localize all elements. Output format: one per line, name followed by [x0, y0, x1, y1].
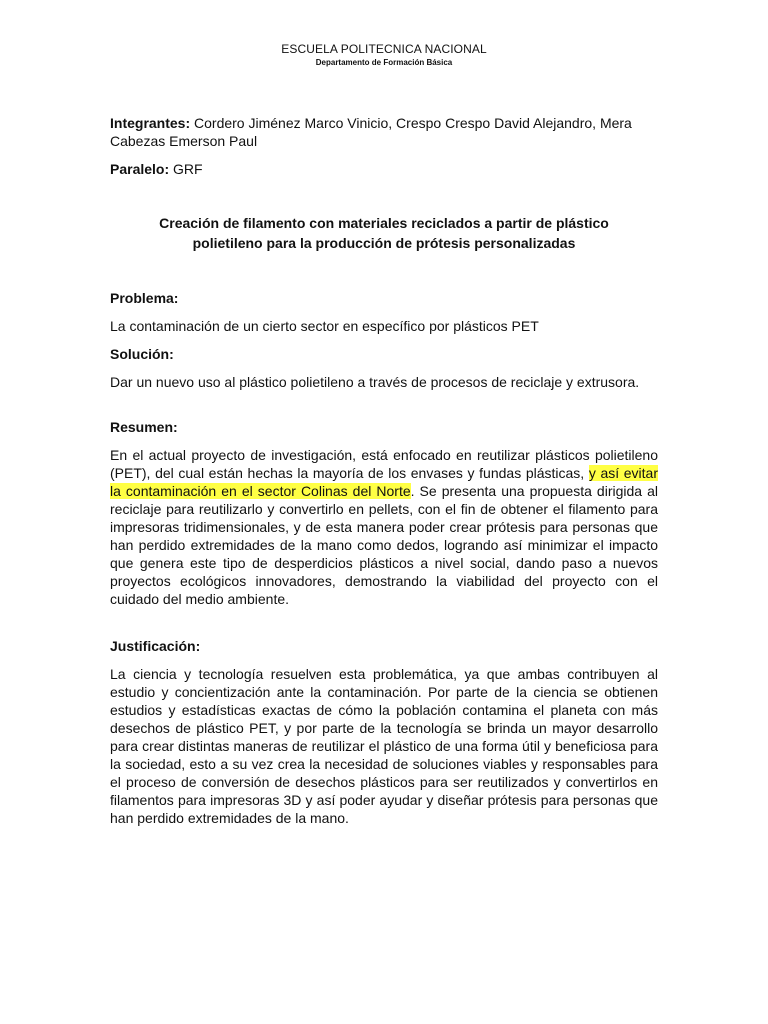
summary-text-after: . Se presenta una propuesta dirigida al reciclaje para reutilizarlo y convertirlo en pellets, con el fin de obtener el filamento para impresoras tridimensionales, y de esta manera poder crear prótesis para personas que han perdido extremidades de la mano como dedos, logrando así minimizar el impacto que genera este tipo de desperdicios plásticos a nivel social, dando paso a nuevos proyectos ecológicos innovadores, demostrando la viabilidad del proyecto con el cuidado del medio ambiente. [110, 483, 658, 607]
members-label: Integrantes: [110, 115, 191, 131]
group-value: GRF [169, 161, 203, 177]
title-line-1: Creación de filamento con materiales reciclados a partir de plástico [159, 215, 609, 231]
justification-heading: Justificación: [110, 638, 201, 654]
problem-text: La contaminación de un cierto sector en específico por plásticos PET [110, 318, 539, 334]
members-paragraph [110, 114, 658, 150]
group-paragraph [110, 160, 658, 178]
summary-highlight: y así evitar la contaminación en el sector Colinas del Norte [110, 465, 658, 499]
summary-text [110, 446, 658, 608]
problem-heading: Problema: [110, 290, 179, 306]
group-label: Paralelo: [110, 161, 170, 177]
institution-name: ESCUELA POLITECNICA NACIONAL [281, 42, 487, 56]
summary-text-before: En el actual proyecto de investigación, está enfocado en reutilizar plásticos polietileno (PET), del cual están hechas la mayoría de los envases y fundas plásticas, [110, 447, 658, 481]
members-value: Cordero Jiménez Marco Vinicio, Crespo Crespo David Alejandro, Mera Cabezas Emerson Paul [110, 115, 632, 149]
summary-heading: Resumen: [110, 419, 178, 435]
solution-heading: Solución: [110, 346, 174, 362]
justification-text: La ciencia y tecnología resuelven esta problemática, ya que ambas contribuyen al estudio y concientización ante la contaminación. Por parte de la ciencia se obtienen estudios y estadísticas exactas de cómo la población contamina el planeta con más desechos de plástico PET, y por parte de la tecnología se brinda un mayor desarrollo para crear distintas maneras de reutilizar el plástico de una forma útil y beneficiosa para la sociedad, esto a su vez crea la necesidad de soluciones viables y responsables para el proceso de conversión de desechos plásticos para ser reutilizados y convertirlos en filamentos para impresoras 3D y así poder ayudar y diseñar prótesis para personas que han perdido extremidades de la mano. [110, 666, 658, 826]
solution-text: Dar un nuevo uso al plástico polietileno a través de procesos de reciclaje y extrusora. [110, 374, 640, 390]
document-title [110, 213, 658, 253]
title-line-2: polietileno para la producción de prótesis personalizadas [192, 235, 576, 251]
department-name: Departamento de Formación Básica [315, 58, 453, 67]
